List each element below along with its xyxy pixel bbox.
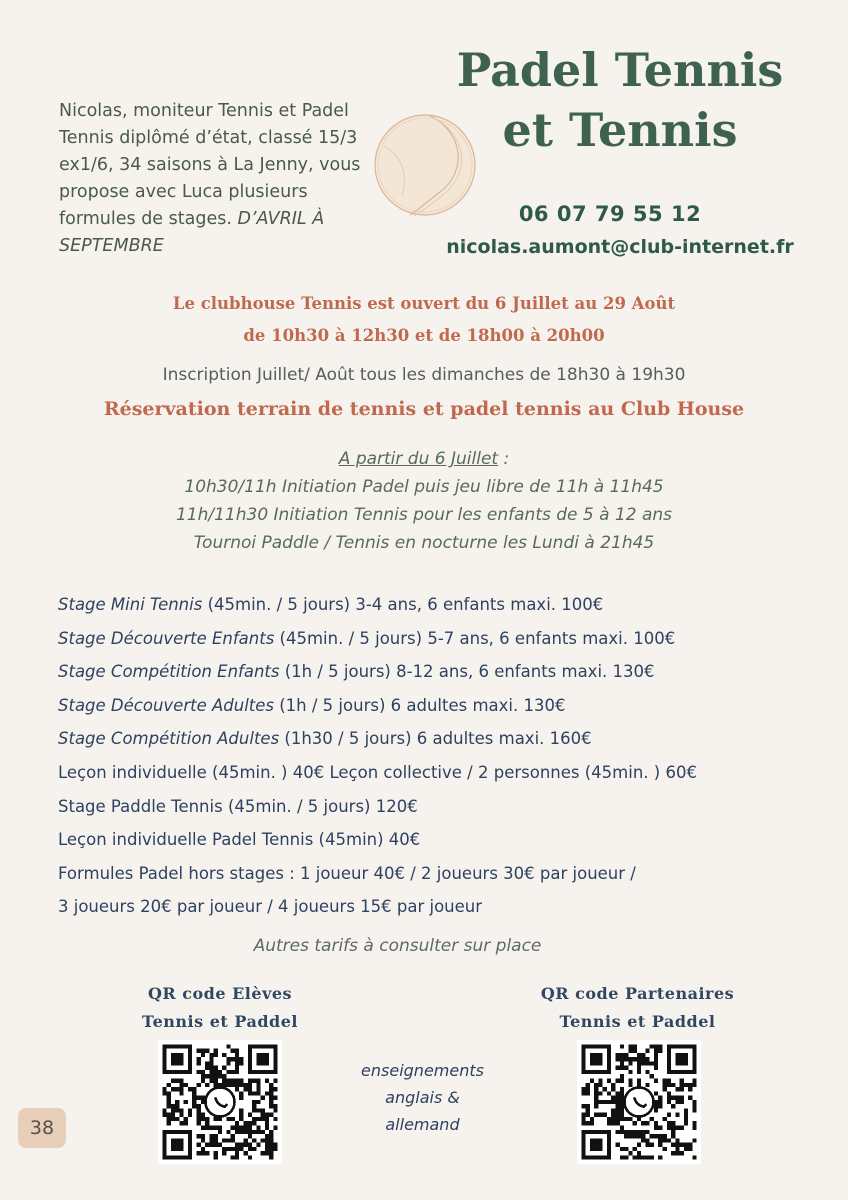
price-item-detail: (1h / 5 jours) 8-12 ans, 6 enfants maxi. 130€: [279, 662, 655, 682]
schedule-block: [0, 445, 848, 557]
price-item: [58, 622, 838, 656]
teaching-line: anglais &: [385, 1088, 460, 1107]
clubhouse-line-1: Le clubhouse Tennis est ouvert du 6 Juillet au 29 Août: [172, 294, 676, 313]
price-item: [58, 890, 838, 924]
other-rates-note: Autres tarifs à consulter sur place: [253, 936, 542, 956]
schedule-item: Tournoi Paddle / Tennis en nocturne les Lundi à 21h45: [193, 533, 655, 553]
page-title: [430, 40, 810, 160]
schedule-heading-suffix: :: [498, 449, 510, 469]
qr-partners-line-1: QR code Partenaires: [540, 984, 735, 1003]
teaching-languages: [350, 1057, 495, 1138]
price-item: [58, 689, 838, 723]
intro-season: D’AVRIL À SEPTEMBRE: [59, 209, 325, 256]
title-line-2: et Tennis: [502, 103, 738, 157]
page-number: 38: [29, 1117, 55, 1139]
qr-students-line-2: Tennis et Paddel: [142, 1012, 298, 1031]
price-item-detail: (45min. / 5 jours) 5-7 ans, 6 enfants maxi. 100€: [274, 628, 676, 648]
title-line-1: Padel Tennis: [456, 43, 784, 97]
schedule-item: 11h/11h30 Initiation Tennis pour les enfants de 5 à 12 ans: [175, 505, 673, 525]
price-item: [58, 655, 838, 689]
price-item-detail: (1h30 / 5 jours) 6 adultes maxi. 160€: [279, 729, 592, 749]
price-item: [58, 722, 838, 756]
price-item-detail: Formules Padel hors stages : 1 joueur 40€ / 2 joueurs 30€ par joueur /: [58, 863, 636, 883]
page-number-badge: [18, 1108, 66, 1148]
reservation-heading: Réservation terrain de tennis et padel tennis au Club House: [103, 398, 745, 420]
email-address[interactable]: nicolas.aumont@club-internet.fr: [446, 236, 794, 258]
price-item-detail: (45min. / 5 jours) 3-4 ans, 6 enfants maxi. 100€: [202, 595, 604, 614]
schedule-heading-line: [0, 445, 848, 473]
price-list: [58, 588, 838, 924]
intro-paragraph: [59, 98, 389, 260]
clubhouse-hours: [0, 288, 848, 352]
price-item-detail: 3 joueurs 20€ par joueur / 4 joueurs 15€ par joueur: [58, 897, 483, 917]
price-item: [58, 790, 838, 824]
price-item-name: Stage Compétition Enfants: [58, 662, 280, 682]
teaching-line: allemand: [385, 1115, 460, 1134]
price-item-detail: Stage Paddle Tennis (45min. / 5 jours) 120€: [58, 796, 418, 816]
schedule-heading: A partir du 6 Juillet: [338, 449, 499, 469]
schedule-item: 10h30/11h Initiation Padel puis jeu libre de 11h à 11h45: [184, 477, 664, 497]
price-item-name: Stage Découverte Enfants: [58, 628, 275, 648]
qr-partners-line-2: Tennis et Paddel: [559, 1012, 716, 1031]
inscription-info: Inscription Juillet/ Août tous les dimanches de 18h30 à 19h30: [162, 365, 686, 385]
phone-number[interactable]: 06 07 79 55 12: [518, 202, 702, 226]
clubhouse-line-2: de 10h30 à 12h30 et de 18h00 à 20h00: [243, 326, 605, 345]
price-item: [58, 756, 838, 790]
price-item: [58, 857, 838, 891]
qr-students-line-1: QR code Elèves: [147, 984, 293, 1003]
qr-code-partners[interactable]: [577, 1040, 701, 1164]
price-item-detail: Leçon individuelle Padel Tennis (45min) 40€: [58, 830, 421, 850]
price-item-name: Stage Compétition Adultes: [58, 729, 280, 749]
price-item-detail: Leçon individuelle (45min. ) 40€ Leçon collective / 2 personnes (45min. ) 60€: [58, 762, 697, 782]
price-item: [58, 588, 838, 622]
qr-code-students[interactable]: [158, 1040, 282, 1164]
price-item: [58, 823, 838, 857]
teaching-line: enseignements: [361, 1061, 484, 1080]
price-item-name: Stage Découverte Adultes: [58, 695, 274, 715]
qr-partners-label: [510, 980, 765, 1036]
price-item-name: Stage Mini Tennis: [58, 595, 203, 614]
intro-text: Nicolas, moniteur Tennis et Padel Tennis diplômé d’état, classé 15/3 ex1/6, 34 saisons à La Jenny, vous propose avec Luca plusieurs formules de stages.: [59, 101, 361, 229]
price-item-detail: (1h / 5 jours) 6 adultes maxi. 130€: [274, 695, 566, 715]
qr-students-label: [100, 980, 340, 1036]
